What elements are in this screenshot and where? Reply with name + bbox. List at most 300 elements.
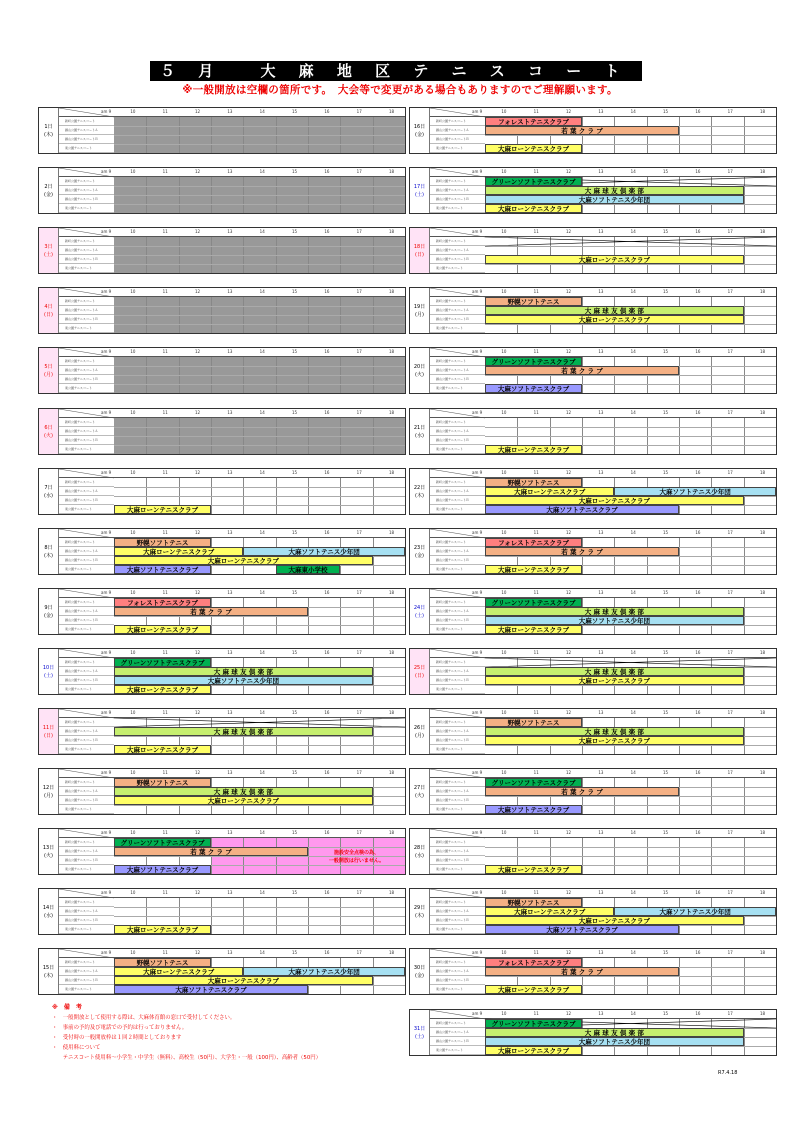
time-label: am 9 [472, 830, 483, 835]
time-label: 18 [760, 349, 766, 354]
time-label: 13 [227, 710, 233, 715]
time-label: 11 [533, 169, 539, 174]
time-label: 18 [760, 229, 766, 234]
court-name: 錦山公園テニスコートＢ [59, 135, 114, 144]
time-label: 11 [533, 229, 539, 234]
court-name-list [430, 898, 485, 934]
court-name-list [430, 478, 485, 514]
time-label: 18 [760, 410, 766, 415]
court-name: 東公園テニスコート [430, 264, 485, 273]
remarks-line: ・ 事前の予約及び電話での予約は行っておりません。 [52, 1025, 188, 1031]
date-cell [410, 589, 430, 634]
time-label: 10 [130, 530, 136, 535]
court-name: 錦山公園テニスコートＢ [59, 255, 114, 264]
court-name: 東公園テニスコート [430, 324, 485, 333]
date-cell [410, 829, 430, 874]
day-block [38, 408, 406, 455]
time-label: 11 [533, 590, 539, 595]
court-name-list [59, 658, 114, 694]
time-label: 14 [630, 169, 636, 174]
time-label: 15 [292, 530, 298, 535]
grid-hline [114, 126, 405, 127]
time-label: 17 [727, 410, 733, 415]
time-label: 14 [259, 229, 265, 234]
time-label: 17 [727, 890, 733, 895]
reservation-bar: 大 麻 球 友 倶 楽 部 [485, 607, 744, 616]
court-name: 東公園テニスコート [430, 505, 485, 514]
court-name: 東公園テニスコート [430, 144, 485, 153]
court-name-list [59, 297, 114, 333]
time-label: 16 [324, 349, 330, 354]
reservation-bar: 大麻ローンテニスクラブ [485, 144, 582, 153]
time-grid [114, 658, 405, 694]
time-label: am 9 [472, 349, 483, 354]
time-label: 14 [259, 770, 265, 775]
weekday-label: (日) [44, 311, 53, 318]
court-name: 錦山公園テニスコートＢ [430, 856, 485, 865]
day-block [409, 768, 777, 815]
time-label: 14 [259, 109, 265, 114]
court-name: 錦山公園テニスコートＡ [430, 667, 485, 676]
time-label: 12 [566, 470, 572, 475]
court-name-list [59, 117, 114, 153]
date-cell [410, 769, 430, 814]
time-label: 15 [663, 890, 669, 895]
time-label: 15 [663, 1011, 669, 1016]
reservation-bar: 若 葉 ク ラ ブ [114, 607, 308, 616]
grid-hline [114, 264, 405, 265]
date-cell [410, 288, 430, 333]
day-block [409, 648, 777, 695]
time-label: 10 [130, 109, 136, 114]
court-name-list [430, 958, 485, 994]
time-grid [114, 718, 405, 754]
weekday-label: (火) [415, 371, 424, 378]
remarks-line: ・ 使用料について [52, 1045, 101, 1051]
grid-hline [114, 204, 405, 205]
time-label: 15 [292, 830, 298, 835]
time-label: am 9 [101, 650, 112, 655]
day-block [409, 347, 777, 394]
reservation-bar: 大 麻 球 友 倶 楽 部 [485, 186, 744, 195]
court-name: 新町公園テニスコート [59, 838, 114, 847]
court-name-list [59, 838, 114, 874]
time-label: 13 [598, 590, 604, 595]
time-label: 17 [727, 470, 733, 475]
time-label: 17 [727, 530, 733, 535]
court-name: 新町公園テニスコート [430, 958, 485, 967]
time-label: 13 [227, 890, 233, 895]
date-label: 7日 [44, 484, 53, 491]
time-label: 11 [533, 650, 539, 655]
grid-hline [485, 246, 776, 247]
date-label: 14日 [42, 904, 55, 911]
time-label: am 9 [101, 349, 112, 354]
time-label: 18 [760, 710, 766, 715]
time-label: 13 [598, 470, 604, 475]
time-label: 16 [324, 650, 330, 655]
time-label: 11 [162, 590, 168, 595]
reservation-bar: 大麻ローンテニスクラブ [485, 916, 744, 925]
time-label: 12 [566, 169, 572, 174]
time-label: 17 [727, 169, 733, 174]
time-label: 18 [389, 410, 395, 415]
time-label: 15 [663, 289, 669, 294]
reservation-bar: 大麻ソフトテニスクラブ [114, 985, 308, 994]
date-label: 2日 [44, 183, 53, 190]
time-label: am 9 [101, 530, 112, 535]
time-label: 12 [195, 830, 201, 835]
time-label: 13 [227, 349, 233, 354]
reservation-bar: 若 葉 ク ラ ブ [485, 787, 679, 796]
time-label: 10 [130, 410, 136, 415]
time-label: 17 [727, 229, 733, 234]
unavailable-cross [114, 718, 405, 727]
grid-hline [114, 616, 405, 617]
court-name: 新町公園テニスコート [59, 898, 114, 907]
date-cell [410, 469, 430, 514]
grid-hline [114, 445, 405, 446]
time-label: 14 [630, 470, 636, 475]
reservation-bar: 大 麻 球 友 倶 楽 部 [114, 787, 373, 796]
weekday-label: (水) [415, 432, 424, 439]
time-label: am 9 [101, 890, 112, 895]
time-label: 16 [324, 530, 330, 535]
court-name: 錦山公園テニスコートＡ [59, 727, 114, 736]
time-label: am 9 [472, 590, 483, 595]
time-label: 17 [727, 349, 733, 354]
time-label: 10 [130, 830, 136, 835]
court-name: 錦山公園テニスコートＡ [430, 246, 485, 255]
court-name: 錦山公園テニスコートＢ [430, 255, 485, 264]
time-label: 14 [259, 349, 265, 354]
day-block [38, 528, 406, 575]
court-name: 錦山公園テニスコートＢ [59, 496, 114, 505]
court-name: 錦山公園テニスコートＢ [59, 736, 114, 745]
time-label: 15 [292, 650, 298, 655]
grid-hline [114, 324, 405, 325]
court-name: 新町公園テニスコート [430, 357, 485, 366]
time-label: 14 [259, 710, 265, 715]
date-cell [39, 108, 59, 153]
time-label: 18 [389, 650, 395, 655]
time-label: 11 [533, 470, 539, 475]
time-label: 15 [663, 349, 669, 354]
reservation-bar: 大麻ソフトテニス少年団 [114, 676, 373, 685]
date-cell [410, 228, 430, 273]
court-name-list [430, 598, 485, 634]
reservation-bar: フォレストテニスクラブ [485, 117, 582, 126]
time-label: 16 [695, 410, 701, 415]
time-label: 13 [598, 950, 604, 955]
court-name: 錦山公園テニスコートＢ [59, 315, 114, 324]
time-label: 15 [663, 650, 669, 655]
time-label: 12 [195, 229, 201, 234]
time-label: 10 [501, 109, 507, 114]
time-label: 14 [630, 650, 636, 655]
time-label: 10 [501, 890, 507, 895]
time-label: 14 [259, 650, 265, 655]
time-label: 14 [630, 590, 636, 595]
court-name: 錦山公園テニスコートＡ [430, 306, 485, 315]
day-block [409, 948, 777, 995]
grid-hline [114, 736, 405, 737]
court-name: 新町公園テニスコート [59, 718, 114, 727]
court-name: 新町公園テニスコート [430, 598, 485, 607]
time-label: 16 [695, 289, 701, 294]
time-label: 14 [630, 890, 636, 895]
court-name-list [59, 357, 114, 393]
grid-hline [485, 135, 776, 136]
grid-hline [485, 436, 776, 437]
date-label: 13日 [42, 844, 55, 851]
time-label: am 9 [472, 650, 483, 655]
grid-hline [485, 375, 776, 376]
time-label: 13 [227, 109, 233, 114]
time-label: 11 [533, 830, 539, 835]
court-name: 錦山公園テニスコートＡ [59, 847, 114, 856]
reservation-bar: グリーンソフトテニスクラブ [485, 598, 582, 607]
time-label: 18 [760, 109, 766, 114]
court-name: 新町公園テニスコート [59, 297, 114, 306]
weekday-label: (水) [44, 492, 53, 499]
time-grid [485, 357, 776, 393]
time-label: 11 [162, 169, 168, 174]
court-name-list [59, 478, 114, 514]
time-label: 16 [324, 710, 330, 715]
court-name: 錦山公園テニスコートＢ [59, 676, 114, 685]
time-label: 13 [598, 530, 604, 535]
court-name: 新町公園テニスコート [430, 478, 485, 487]
court-name: 錦山公園テニスコートＢ [430, 315, 485, 324]
time-label: 16 [324, 770, 330, 775]
time-label: 16 [695, 950, 701, 955]
time-label: 12 [566, 1011, 572, 1016]
reservation-bar: 大麻ソフトテニス少年団 [614, 487, 776, 496]
court-name: 新町公園テニスコート [430, 538, 485, 547]
time-label: 10 [130, 770, 136, 775]
reservation-bar: 野幌ソフトテニス [485, 898, 582, 907]
court-name: 錦山公園テニスコートＡ [59, 907, 114, 916]
time-label: 13 [227, 229, 233, 234]
weekday-label: (水) [415, 852, 424, 859]
day-block [38, 167, 406, 214]
court-name-list [59, 237, 114, 273]
time-label: 11 [533, 410, 539, 415]
court-name: 錦山公園テニスコートＡ [59, 487, 114, 496]
time-label: 13 [227, 169, 233, 174]
time-label: 12 [566, 590, 572, 595]
time-label: am 9 [101, 770, 112, 775]
reservation-bar: 大麻ソフトテニスクラブ [485, 925, 679, 934]
court-name: 東公園テニスコート [430, 565, 485, 574]
time-label: 10 [501, 410, 507, 415]
time-label: 15 [292, 169, 298, 174]
court-name: 錦山公園テニスコートＢ [59, 916, 114, 925]
date-label: 10日 [42, 664, 55, 671]
time-label: 14 [630, 830, 636, 835]
time-label: 17 [356, 530, 362, 535]
grid-hline [114, 144, 405, 145]
time-label: 11 [533, 890, 539, 895]
time-label: 15 [292, 710, 298, 715]
time-label: 18 [760, 1011, 766, 1016]
date-label: 5日 [44, 363, 53, 370]
time-label: 13 [598, 650, 604, 655]
court-name: 錦山公園テニスコートＡ [430, 847, 485, 856]
date-cell [39, 829, 59, 874]
date-label: 22日 [413, 484, 426, 491]
time-label: 15 [663, 229, 669, 234]
date-label: 11日 [42, 724, 55, 731]
time-label: 13 [598, 410, 604, 415]
time-label: 11 [162, 229, 168, 234]
time-label: 13 [598, 169, 604, 174]
court-name: 新町公園テニスコート [59, 778, 114, 787]
time-grid [485, 718, 776, 754]
time-label: am 9 [472, 169, 483, 174]
time-label: 17 [356, 229, 362, 234]
time-grid [114, 478, 405, 514]
grid-hline [114, 487, 405, 488]
day-block [38, 227, 406, 274]
court-name-list [59, 958, 114, 994]
time-label: 12 [566, 890, 572, 895]
time-grid [485, 478, 776, 514]
time-label: 14 [630, 710, 636, 715]
time-label: 15 [292, 289, 298, 294]
day-block [409, 888, 777, 935]
time-label: 17 [356, 890, 362, 895]
time-label: 13 [598, 710, 604, 715]
time-label: 15 [663, 109, 669, 114]
time-label: am 9 [101, 950, 112, 955]
court-name-list [430, 778, 485, 814]
weekday-label: (火) [415, 792, 424, 799]
reservation-bar: グリーンソフトテニスクラブ [485, 778, 582, 787]
date-cell [410, 1010, 430, 1055]
reservation-bar: 大麻ソフトテニスクラブ [485, 505, 679, 514]
court-name: 錦山公園テニスコートＢ [430, 556, 485, 565]
time-label: 16 [695, 770, 701, 775]
court-name: 錦山公園テニスコートＢ [59, 796, 114, 805]
date-label: 3日 [44, 243, 53, 250]
court-name: 東公園テニスコート [59, 745, 114, 754]
reservation-bar: 野幌ソフトテニス [485, 718, 582, 727]
time-label: am 9 [101, 590, 112, 595]
time-label: 17 [727, 650, 733, 655]
date-label: 6日 [44, 424, 53, 431]
time-label: 13 [598, 1011, 604, 1016]
time-label: 14 [259, 590, 265, 595]
time-label: 17 [356, 650, 362, 655]
time-label: 10 [130, 169, 136, 174]
day-block [409, 408, 777, 455]
date-label: 26日 [413, 724, 426, 731]
inspection-notice [308, 849, 405, 865]
reservation-bar: 大麻ローンテニスクラブ [485, 985, 582, 994]
date-cell [410, 949, 430, 994]
time-label: 12 [566, 229, 572, 234]
time-label: 15 [663, 770, 669, 775]
weekday-label: (金) [415, 972, 424, 979]
weekday-label: (月) [44, 792, 53, 799]
date-cell [39, 589, 59, 634]
reservation-bar: 大麻ソフトテニスクラブ [114, 865, 211, 874]
time-label: 12 [566, 289, 572, 294]
weekday-label: (木) [415, 492, 424, 499]
court-name: 錦山公園テニスコートＢ [430, 976, 485, 985]
date-cell [39, 288, 59, 333]
court-name-list [430, 538, 485, 574]
time-label: 13 [227, 950, 233, 955]
time-grid [485, 1019, 776, 1055]
reservation-bar: 若 葉 ク ラ ブ [485, 126, 679, 135]
grid-hline [485, 745, 776, 746]
time-grid [485, 658, 776, 694]
reservation-bar: 大麻ローンテニスクラブ [485, 865, 582, 874]
reservation-bar: 大麻ソフトテニス少年団 [485, 616, 744, 625]
time-label: 10 [501, 169, 507, 174]
court-name: 東公園テニスコート [59, 565, 114, 574]
grid-hline [114, 384, 405, 385]
time-label: 10 [130, 650, 136, 655]
time-label: 18 [389, 710, 395, 715]
time-grid [485, 598, 776, 634]
day-block [409, 107, 777, 154]
time-label: 12 [195, 109, 201, 114]
date-label: 1日 [44, 123, 53, 130]
court-name-list [430, 237, 485, 273]
day-block [38, 828, 406, 875]
court-name: 錦山公園テニスコートＡ [430, 427, 485, 436]
time-label: 12 [566, 830, 572, 835]
weekday-label: (土) [44, 251, 53, 258]
inspection-notice-line: 施設安全点検の為、 [333, 850, 379, 856]
court-name: 錦山公園テニスコートＢ [430, 916, 485, 925]
court-name-list [430, 177, 485, 213]
time-label: 14 [630, 410, 636, 415]
time-label: 10 [501, 289, 507, 294]
time-label: 17 [727, 710, 733, 715]
grid-hline [114, 496, 405, 497]
time-label: am 9 [101, 169, 112, 174]
date-cell [39, 228, 59, 273]
time-grid [114, 598, 405, 634]
court-name: 錦山公園テニスコートＢ [59, 195, 114, 204]
time-label: am 9 [472, 289, 483, 294]
reservation-bar: 大 麻 球 友 倶 楽 部 [485, 306, 744, 315]
time-label: am 9 [472, 109, 483, 114]
weekday-label: (木) [44, 972, 53, 979]
reservation-bar: 大麻ローンテニスクラブ [114, 685, 211, 694]
time-label: 18 [389, 890, 395, 895]
court-name: 東公園テニスコート [430, 985, 485, 994]
time-label: 18 [760, 650, 766, 655]
weekday-label: (土) [415, 1033, 424, 1040]
reservation-bar: 野幌ソフトテニス [114, 778, 211, 787]
time-label: 17 [356, 169, 362, 174]
court-name-list [430, 418, 485, 454]
grid-hline [114, 315, 405, 316]
time-label: 14 [259, 289, 265, 294]
time-label: 13 [227, 590, 233, 595]
court-name: 錦山公園テニスコートＢ [430, 676, 485, 685]
time-label: 15 [663, 590, 669, 595]
court-name: 東公園テニスコート [59, 384, 114, 393]
weekday-label: (日) [415, 251, 424, 258]
time-label: 11 [162, 650, 168, 655]
